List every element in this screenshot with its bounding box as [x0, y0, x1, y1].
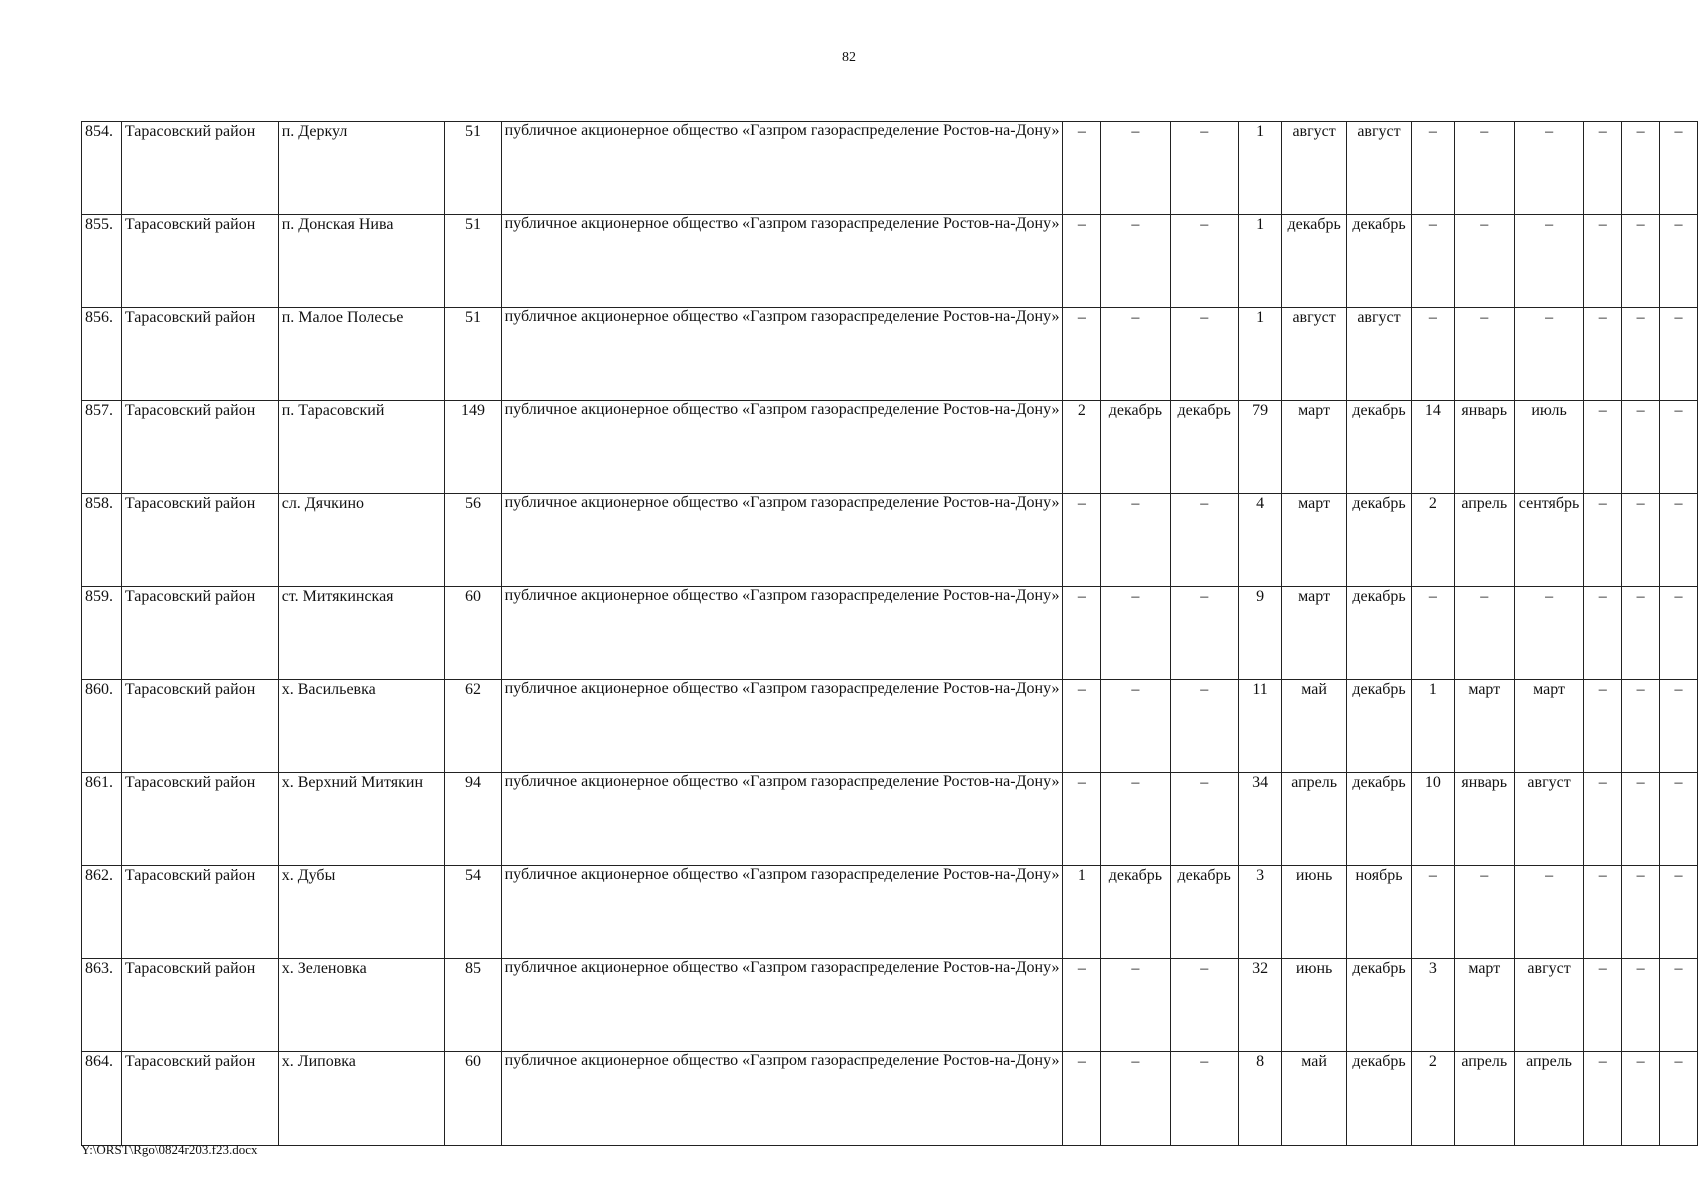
col-3-cell: –	[1170, 587, 1238, 680]
row-number: 863.	[82, 959, 122, 1052]
col-1-cell: 1	[1063, 866, 1101, 959]
settlement-cell: х. Зеленовка	[278, 959, 445, 1052]
count-cell: 51	[445, 122, 501, 215]
col-9-cell: –	[1514, 866, 1583, 959]
col-4-cell: 34	[1238, 773, 1281, 866]
col-9-cell: март	[1514, 680, 1583, 773]
col-10-cell: –	[1584, 680, 1622, 773]
col-12-cell: –	[1660, 401, 1698, 494]
count-cell: 54	[445, 866, 501, 959]
col-7-cell: 2	[1412, 494, 1455, 587]
col-2-cell: декабрь	[1101, 866, 1170, 959]
col-2-cell: –	[1101, 215, 1170, 308]
col-12-cell: –	[1660, 959, 1698, 1052]
col-5-cell: апрель	[1282, 773, 1347, 866]
col-7-cell: 14	[1412, 401, 1455, 494]
row-number: 860.	[82, 680, 122, 773]
col-8-cell: –	[1454, 866, 1514, 959]
col-3-cell: –	[1170, 308, 1238, 401]
page-number: 82	[842, 50, 856, 65]
col-10-cell: –	[1584, 866, 1622, 959]
organization-cell: публичное акционерное общество «Газпром газораспределение Ростов-на-Дону»	[501, 1052, 1063, 1146]
col-4-cell: 9	[1238, 587, 1281, 680]
col-7-cell: –	[1412, 587, 1455, 680]
col-11-cell: –	[1622, 866, 1660, 959]
col-2-cell: –	[1101, 959, 1170, 1052]
col-4-cell: 32	[1238, 959, 1281, 1052]
col-12-cell: –	[1660, 866, 1698, 959]
district-cell: Тарасовский район	[121, 773, 278, 866]
table-row	[82, 959, 1698, 1052]
col-10-cell: –	[1584, 587, 1622, 680]
col-6-cell: декабрь	[1346, 680, 1411, 773]
col-3-cell: –	[1170, 494, 1238, 587]
col-7-cell: –	[1412, 308, 1455, 401]
col-4-cell: 79	[1238, 401, 1281, 494]
col-7-cell: 10	[1412, 773, 1455, 866]
col-4-cell: 1	[1238, 122, 1281, 215]
col-5-cell: март	[1282, 587, 1347, 680]
district-cell: Тарасовский район	[121, 122, 278, 215]
col-6-cell: август	[1346, 308, 1411, 401]
col-12-cell: –	[1660, 680, 1698, 773]
col-6-cell: декабрь	[1346, 401, 1411, 494]
col-5-cell: август	[1282, 308, 1347, 401]
col-4-cell: 1	[1238, 215, 1281, 308]
col-12-cell: –	[1660, 308, 1698, 401]
col-12-cell: –	[1660, 587, 1698, 680]
count-cell: 85	[445, 959, 501, 1052]
settlement-cell: х. Васильевка	[278, 680, 445, 773]
col-9-cell: –	[1514, 308, 1583, 401]
col-6-cell: декабрь	[1346, 215, 1411, 308]
count-cell: 56	[445, 494, 501, 587]
col-1-cell: 2	[1063, 401, 1101, 494]
count-cell: 62	[445, 680, 501, 773]
footer-file-path: Y:\ORST\Rgo\0824r203.f23.docx	[81, 1142, 258, 1157]
count-cell: 94	[445, 773, 501, 866]
col-5-cell: июнь	[1282, 959, 1347, 1052]
col-8-cell: март	[1454, 680, 1514, 773]
col-5-cell: март	[1282, 401, 1347, 494]
organization-cell: публичное акционерное общество «Газпром газораспределение Ростов-на-Дону»	[501, 215, 1063, 308]
col-1-cell: –	[1063, 680, 1101, 773]
organization-cell: публичное акционерное общество «Газпром газораспределение Ростов-на-Дону»	[501, 959, 1063, 1052]
col-2-cell: декабрь	[1101, 401, 1170, 494]
organization-cell: публичное акционерное общество «Газпром газораспределение Ростов-на-Дону»	[501, 587, 1063, 680]
col-11-cell: –	[1622, 587, 1660, 680]
district-cell: Тарасовский район	[121, 680, 278, 773]
row-number: 858.	[82, 494, 122, 587]
col-10-cell: –	[1584, 1052, 1622, 1146]
col-11-cell: –	[1622, 401, 1660, 494]
col-6-cell: ноябрь	[1346, 866, 1411, 959]
organization-cell: публичное акционерное общество «Газпром газораспределение Ростов-на-Дону»	[501, 773, 1063, 866]
organization-cell: публичное акционерное общество «Газпром газораспределение Ростов-на-Дону»	[501, 680, 1063, 773]
table-row	[82, 122, 1698, 215]
table-row	[82, 494, 1698, 587]
col-2-cell: –	[1101, 680, 1170, 773]
col-2-cell: –	[1101, 587, 1170, 680]
col-5-cell: май	[1282, 1052, 1347, 1146]
col-11-cell: –	[1622, 773, 1660, 866]
col-6-cell: декабрь	[1346, 494, 1411, 587]
count-cell: 60	[445, 587, 501, 680]
district-cell: Тарасовский район	[121, 587, 278, 680]
col-4-cell: 11	[1238, 680, 1281, 773]
col-8-cell: апрель	[1454, 1052, 1514, 1146]
col-1-cell: –	[1063, 122, 1101, 215]
col-4-cell: 8	[1238, 1052, 1281, 1146]
col-1-cell: –	[1063, 773, 1101, 866]
col-4-cell: 1	[1238, 308, 1281, 401]
col-12-cell: –	[1660, 215, 1698, 308]
col-5-cell: декабрь	[1282, 215, 1347, 308]
col-12-cell: –	[1660, 494, 1698, 587]
col-5-cell: май	[1282, 680, 1347, 773]
settlement-cell: п. Донская Нива	[278, 215, 445, 308]
col-6-cell: август	[1346, 122, 1411, 215]
organization-cell: публичное акционерное общество «Газпром газораспределение Ростов-на-Дону»	[501, 401, 1063, 494]
col-11-cell: –	[1622, 122, 1660, 215]
col-1-cell: –	[1063, 1052, 1101, 1146]
col-2-cell: –	[1101, 1052, 1170, 1146]
district-cell: Тарасовский район	[121, 494, 278, 587]
col-7-cell: 3	[1412, 959, 1455, 1052]
col-11-cell: –	[1622, 1052, 1660, 1146]
settlement-cell: х. Дубы	[278, 866, 445, 959]
col-8-cell: –	[1454, 215, 1514, 308]
col-1-cell: –	[1063, 587, 1101, 680]
col-5-cell: август	[1282, 122, 1347, 215]
col-10-cell: –	[1584, 959, 1622, 1052]
col-4-cell: 4	[1238, 494, 1281, 587]
organization-cell: публичное акционерное общество «Газпром газораспределение Ростов-на-Дону»	[501, 122, 1063, 215]
col-5-cell: март	[1282, 494, 1347, 587]
row-number: 856.	[82, 308, 122, 401]
col-7-cell: 1	[1412, 680, 1455, 773]
row-number: 859.	[82, 587, 122, 680]
col-10-cell: –	[1584, 494, 1622, 587]
col-3-cell: –	[1170, 680, 1238, 773]
row-number: 857.	[82, 401, 122, 494]
col-9-cell: август	[1514, 773, 1583, 866]
col-7-cell: –	[1412, 866, 1455, 959]
col-9-cell: июль	[1514, 401, 1583, 494]
col-8-cell: –	[1454, 587, 1514, 680]
col-12-cell: –	[1660, 122, 1698, 215]
col-2-cell: –	[1101, 773, 1170, 866]
col-7-cell: –	[1412, 122, 1455, 215]
col-10-cell: –	[1584, 401, 1622, 494]
col-9-cell: апрель	[1514, 1052, 1583, 1146]
col-6-cell: декабрь	[1346, 587, 1411, 680]
organization-cell: публичное акционерное общество «Газпром газораспределение Ростов-на-Дону»	[501, 494, 1063, 587]
col-1-cell: –	[1063, 959, 1101, 1052]
col-11-cell: –	[1622, 959, 1660, 1052]
table-row	[82, 308, 1698, 401]
col-8-cell: январь	[1454, 773, 1514, 866]
settlement-cell: х. Липовка	[278, 1052, 445, 1146]
table-row	[82, 866, 1698, 959]
col-9-cell: август	[1514, 959, 1583, 1052]
col-1-cell: –	[1063, 494, 1101, 587]
row-number: 855.	[82, 215, 122, 308]
col-8-cell: март	[1454, 959, 1514, 1052]
district-cell: Тарасовский район	[121, 959, 278, 1052]
col-1-cell: –	[1063, 308, 1101, 401]
col-3-cell: –	[1170, 122, 1238, 215]
row-number: 861.	[82, 773, 122, 866]
col-6-cell: декабрь	[1346, 1052, 1411, 1146]
district-cell: Тарасовский район	[121, 1052, 278, 1146]
col-8-cell: апрель	[1454, 494, 1514, 587]
col-9-cell: –	[1514, 587, 1583, 680]
settlement-cell: сл. Дячкино	[278, 494, 445, 587]
table-row	[82, 680, 1698, 773]
settlement-cell: п. Малое Полесье	[278, 308, 445, 401]
col-12-cell: –	[1660, 1052, 1698, 1146]
col-2-cell: –	[1101, 494, 1170, 587]
count-cell: 60	[445, 1052, 501, 1146]
row-number: 862.	[82, 866, 122, 959]
col-8-cell: –	[1454, 122, 1514, 215]
col-2-cell: –	[1101, 122, 1170, 215]
row-number: 854.	[82, 122, 122, 215]
col-10-cell: –	[1584, 773, 1622, 866]
settlement-cell: ст. Митякинская	[278, 587, 445, 680]
settlement-cell: х. Верхний Митякин	[278, 773, 445, 866]
col-3-cell: декабрь	[1170, 401, 1238, 494]
settlement-cell: п. Деркул	[278, 122, 445, 215]
col-10-cell: –	[1584, 308, 1622, 401]
count-cell: 51	[445, 308, 501, 401]
col-9-cell: –	[1514, 122, 1583, 215]
col-5-cell: июнь	[1282, 866, 1347, 959]
data-table	[81, 121, 1698, 1146]
col-6-cell: декабрь	[1346, 959, 1411, 1052]
col-8-cell: –	[1454, 308, 1514, 401]
col-3-cell: –	[1170, 215, 1238, 308]
district-cell: Тарасовский район	[121, 866, 278, 959]
col-3-cell: –	[1170, 773, 1238, 866]
table-row	[82, 215, 1698, 308]
table-row	[82, 773, 1698, 866]
col-6-cell: декабрь	[1346, 773, 1411, 866]
col-9-cell: сентябрь	[1514, 494, 1583, 587]
col-3-cell: декабрь	[1170, 866, 1238, 959]
col-7-cell: –	[1412, 215, 1455, 308]
table-body	[82, 122, 1698, 1146]
col-4-cell: 3	[1238, 866, 1281, 959]
col-1-cell: –	[1063, 215, 1101, 308]
col-9-cell: –	[1514, 215, 1583, 308]
col-10-cell: –	[1584, 122, 1622, 215]
count-cell: 149	[445, 401, 501, 494]
col-11-cell: –	[1622, 215, 1660, 308]
table-row	[82, 587, 1698, 680]
col-3-cell: –	[1170, 959, 1238, 1052]
count-cell: 51	[445, 215, 501, 308]
col-11-cell: –	[1622, 680, 1660, 773]
col-11-cell: –	[1622, 494, 1660, 587]
organization-cell: публичное акционерное общество «Газпром газораспределение Ростов-на-Дону»	[501, 866, 1063, 959]
district-cell: Тарасовский район	[121, 308, 278, 401]
col-3-cell: –	[1170, 1052, 1238, 1146]
table-row	[82, 401, 1698, 494]
district-cell: Тарасовский район	[121, 215, 278, 308]
col-10-cell: –	[1584, 215, 1622, 308]
col-12-cell: –	[1660, 773, 1698, 866]
district-cell: Тарасовский район	[121, 401, 278, 494]
row-number: 864.	[82, 1052, 122, 1146]
organization-cell: публичное акционерное общество «Газпром газораспределение Ростов-на-Дону»	[501, 308, 1063, 401]
table-row	[82, 1052, 1698, 1146]
settlement-cell: п. Тарасовский	[278, 401, 445, 494]
col-8-cell: январь	[1454, 401, 1514, 494]
col-11-cell: –	[1622, 308, 1660, 401]
col-2-cell: –	[1101, 308, 1170, 401]
col-7-cell: 2	[1412, 1052, 1455, 1146]
